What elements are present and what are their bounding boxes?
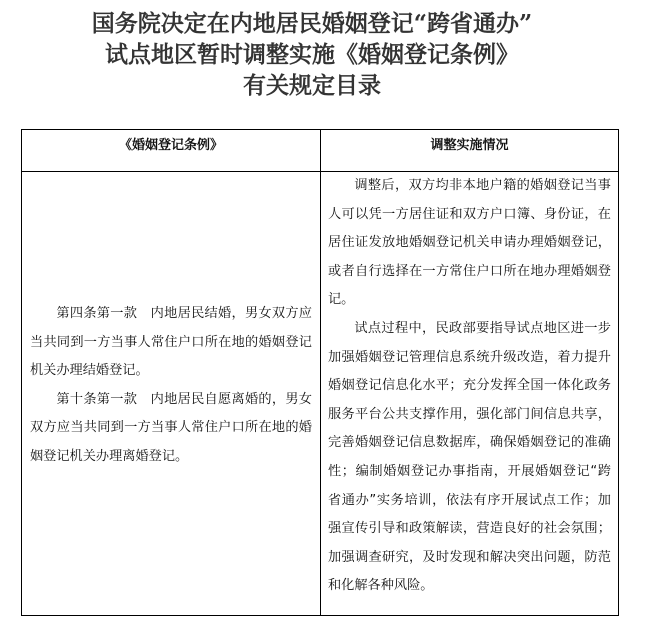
- header-regulation: 《婚姻登记条例》: [118, 138, 223, 153]
- title-line-1: 国务院决定在内地居民婚姻登记“跨省通办”: [91, 10, 533, 37]
- header-adjustment: 调整实施情况: [430, 138, 509, 153]
- adjustment-paragraph-1: 调整后，双方均非本地户籍的婚姻登记当事人可以凭一方居住证和双方户口簿、身份证，在居住证发放地婚姻登记机关申请办理婚姻登记，或者自行选择在一方常住户口所在地办理婚姻登记。: [328, 178, 611, 308]
- document-title: [0, 8, 624, 101]
- regulation-article-4: 第四条第一款 内地居民结婚，男女双方应当共同到一方当事人常住户口所在地的婚姻登记机关办理结婚登记。: [30, 306, 312, 379]
- adjustment-cell: [328, 172, 611, 601]
- adjustment-paragraph-2: 试点过程中，民政部要指导试点地区进一步加强婚姻登记管理信息系统升级改造，着力提升婚姻登记信息化水平；充分发挥全国一体化政务服务平台公共支撑作用，强化部门间信息共享，完善婚姻登记信息数据库，确保婚姻登记的准确性；编制婚姻登记办事指南，开展婚姻登记“跨省通办”实务培训，依法有序开展试点工作；加强宣传引导和政策解读，营造良好的社会氛围；加强调查研究，及时发现和解决突出问题，防范和化解各种风险。: [328, 320, 611, 594]
- title-line-3: 有关规定目录: [243, 72, 381, 99]
- regulation-table: [21, 129, 619, 616]
- column-divider: [320, 130, 321, 615]
- title-line-2: 试点地区暂时调整实施《婚姻登记条例》: [105, 41, 519, 68]
- regulation-cell: [30, 300, 312, 472]
- regulation-article-10: 第十条第一款 内地居民自愿离婚的，男女双方应当共同到一方当事人常住户口所在地的婚姻登记机关办理离婚登记。: [30, 391, 312, 464]
